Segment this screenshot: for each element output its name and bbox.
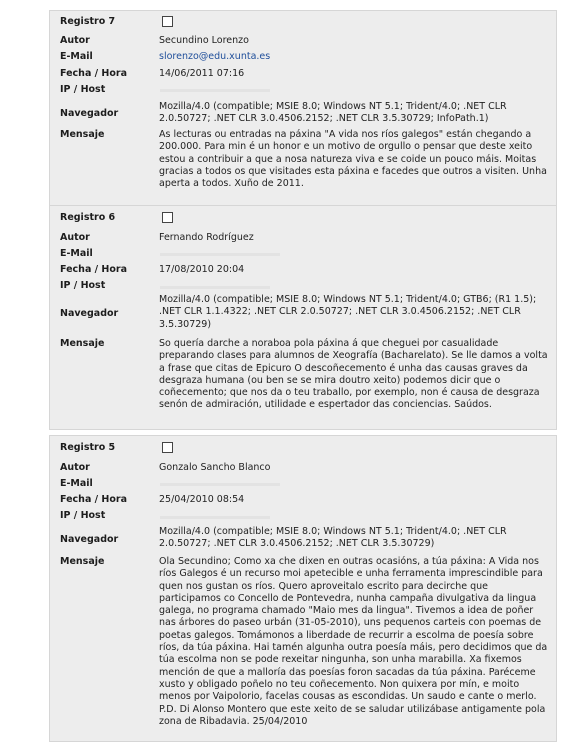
guestbook-entry	[49, 435, 557, 742]
entry-email-link[interactable]: slorenzo@edu.xunta.es	[159, 51, 271, 62]
entry-select-checkbox[interactable]	[162, 442, 173, 453]
entry-message: So quería darche a noraboa pola páxina á que cheguei por casualidade preparando clases para alumnos de Xeografía (Bacharelato). Se lle damos a volta a frase que citas de Epicuro O descoñecemento é unha das causas graves da desgraza humana (ou ben se se mira doutro xeito) podemos dicir que o coñecemento; que nos da o teu traballo, por exemplo, non é causa de desgraza senón de admiración, utilidade e espertador das conciencias. Saúdos.	[159, 338, 548, 411]
entry-select-checkbox[interactable]	[162, 16, 173, 27]
label-mensaje: Mensaje	[60, 338, 105, 349]
entry-author: Gonzalo Sancho Blanco	[159, 462, 271, 473]
label-fecha: Fecha / Hora	[60, 494, 128, 505]
entry-author: Secundino Lorenzo	[159, 35, 249, 46]
redacted-ip	[160, 516, 270, 519]
entry-browser: Mozilla/4.0 (compatible; MSIE 8.0; Windows NT 5.1; Trident/4.0; .NET CLR 2.0.50727; .NET CLR 3.0.4506.2152; .NET CLR 3.5.30729; InfoPath.1)	[159, 101, 507, 125]
entry-message: Ola Secundino; Como xa che dixen en outras ocasións, a túa páxina: A Vida nos ríos Galegos é un recurso moi apetecible e unha ferramenta imprescindible para quen nos gustan os ríos. Quero aproveitalo escrito para decirche que participamos co Concello de Pontevedra, nunha campaña divulgativa da lingua galega, no programa chamado "Maio mes da lingua". Tivemos a idea de poñer nas árbores do paseo urbán (31-05-2010), uns pequenos carteis con poemas de poetas galegos. Tomámonos a liberdade de recurrir a escolma de poesía sobre ríos, da túa páxina. Hai tamén algunha outra poesía máis, pero decidimos que da túa escolma non se pode rexeitar ningunha, son unha marabilla. Xa fixemos mención de que a malloría das poesías foron sacadas da túa páxina. Paréceme xusto y obligado poñelo no teu coñecemento. Non quixera por mín, e moito menos por Vaipolorio, facelas cousas as escondidas. Un saudo e cante o merlo. P.D. Di Alonso Montero que este xeito de se saludar utilizábase antigamente pola zona de Ribadavia. 25/04/2010	[159, 556, 548, 727]
entry-datetime: 14/06/2011 07:16	[159, 68, 245, 79]
label-navegador: Navegador	[60, 534, 119, 545]
label-autor: Autor	[60, 462, 90, 473]
entry-title: Registro 5	[60, 442, 116, 453]
entry-title: Registro 7	[60, 16, 116, 27]
label-navegador: Navegador	[60, 308, 119, 319]
label-email: E-Mail	[60, 51, 93, 62]
label-email: E-Mail	[60, 478, 93, 489]
entry-browser: Mozilla/4.0 (compatible; MSIE 8.0; Windows NT 5.1; Trident/4.0; .NET CLR 2.0.50727; .NET CLR 3.0.4506.2152; .NET CLR 3.5.30729)	[159, 526, 507, 550]
entry-datetime: 25/04/2010 08:54	[159, 494, 245, 505]
label-ip: IP / Host	[60, 280, 106, 291]
entry-title: Registro 6	[60, 212, 116, 223]
label-email: E-Mail	[60, 248, 93, 259]
label-ip: IP / Host	[60, 510, 106, 521]
label-fecha: Fecha / Hora	[60, 264, 128, 275]
redacted-email	[160, 253, 280, 256]
label-fecha: Fecha / Hora	[60, 68, 128, 79]
label-mensaje: Mensaje	[60, 129, 105, 140]
entry-message: As lecturas ou entradas na páxina "A vida nos ríos galegos" están chegando a 200.000. Para min é un honor e un motivo de orgullo o pensar que deste xeito estou a contribuir a que a nosa natureza viva e se coide un pouco máis. Moitas gracias a todos os que visitades esta páxina e facedes que outros a visiten. Unha aperta a todos. Xuño de 2011.	[159, 129, 547, 190]
entry-browser: Mozilla/4.0 (compatible; MSIE 8.0; Windows NT 5.1; Trident/4.0; GTB6; (R1 1.5); .NET CLR 1.1.4322; .NET CLR 2.0.50727; .NET CLR 3.0.4506.2152; .NET CLR 3.5.30729)	[159, 294, 537, 330]
entry-author: Fernando Rodríguez	[159, 232, 254, 243]
label-ip: IP / Host	[60, 84, 106, 95]
label-autor: Autor	[60, 35, 90, 46]
entry-datetime: 17/08/2010 20:04	[159, 264, 245, 275]
redacted-ip	[160, 286, 270, 289]
guestbook-entry	[49, 10, 557, 206]
label-autor: Autor	[60, 232, 90, 243]
entry-select-checkbox[interactable]	[162, 212, 173, 223]
guestbook-entry	[49, 205, 557, 430]
redacted-email	[160, 483, 280, 486]
label-mensaje: Mensaje	[60, 556, 105, 567]
redacted-ip	[160, 89, 270, 92]
label-navegador: Navegador	[60, 108, 119, 119]
